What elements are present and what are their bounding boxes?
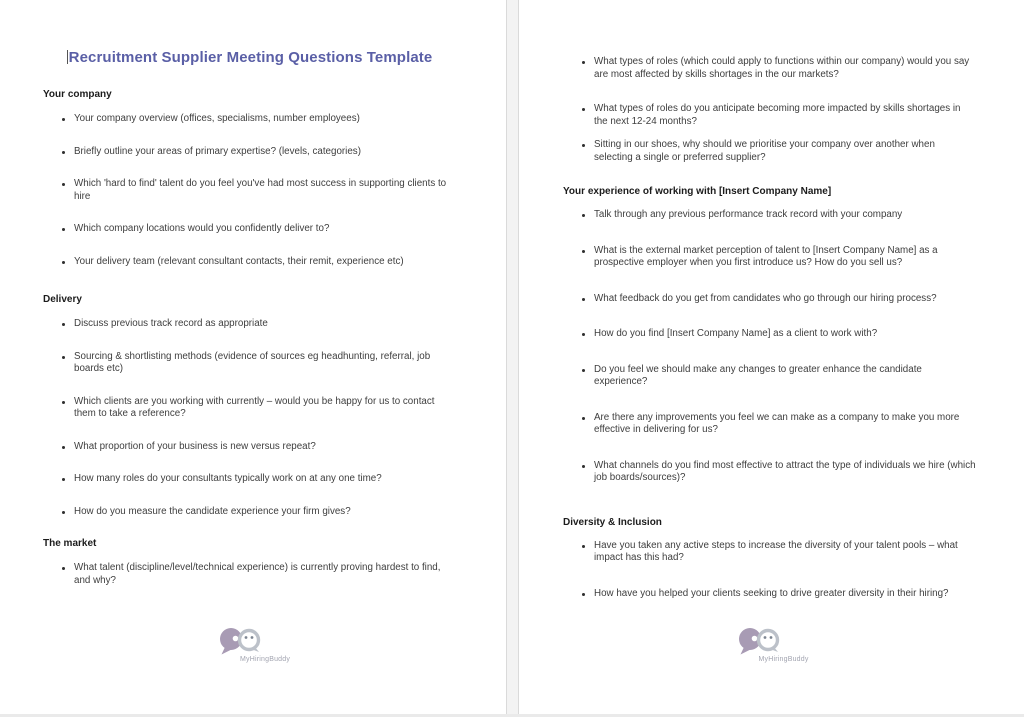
page-2-content xyxy=(519,0,1024,714)
bullet-item[interactable]: Do you feel we should make any changes to greater enhance the candidate experience? xyxy=(580,364,976,389)
bullet-item[interactable]: Discuss previous track record as appropriate xyxy=(60,318,456,331)
bullet-list xyxy=(563,540,976,601)
page-1-content xyxy=(0,0,506,714)
bullet-item[interactable]: Briefly outline your areas of primary expertise? (levels, categories) xyxy=(60,146,456,159)
section-heading[interactable]: The market xyxy=(43,538,97,549)
brand-logo[interactable] xyxy=(218,626,291,670)
bullet-item[interactable]: Which clients are you working with currently – would you be happy for us to contact them to take a reference? xyxy=(60,396,456,421)
bullet-item[interactable]: Sitting in our shoes, why should we prioritise your company over another when selecting a single or preferred supplier? xyxy=(580,139,976,164)
bullet-item[interactable]: How many roles do your consultants typically work on at any one time? xyxy=(60,473,456,486)
bullet-list xyxy=(43,318,456,518)
bullet-item[interactable]: How do you measure the candidate experience your firm gives? xyxy=(60,506,456,519)
bullet-list xyxy=(43,562,456,587)
section-your-company xyxy=(43,89,456,268)
bullet-list xyxy=(563,56,976,164)
speech-bubbles-icon xyxy=(737,626,785,656)
bullet-list xyxy=(43,113,456,268)
bullet-item[interactable]: Sourcing & shortlisting methods (evidence of sources eg headhunting, referral, job boards etc) xyxy=(60,351,456,376)
bullet-item[interactable]: What proportion of your business is new versus repeat? xyxy=(60,441,456,454)
section-delivery xyxy=(43,294,456,518)
section-diversity-inclusion xyxy=(563,517,976,601)
brand-logo[interactable] xyxy=(737,626,807,670)
brand-wordmark: MyHiringBuddy xyxy=(758,656,809,663)
bullet-item[interactable]: Talk through any previous performance track record with your company xyxy=(580,209,976,222)
section-the-market xyxy=(43,538,456,587)
section-heading[interactable]: Delivery xyxy=(43,294,82,305)
document-title-text: Recruitment Supplier Meeting Questions Template xyxy=(68,49,433,66)
bullet-item[interactable]: Which company locations would you confidently deliver to? xyxy=(60,223,456,236)
speech-bubbles-icon xyxy=(218,626,266,656)
bullet-item[interactable]: What types of roles do you anticipate becoming more impacted by skills shortages in the next 12-24 months? xyxy=(580,103,976,128)
bullet-item[interactable]: What is the external market perception of talent to [Insert Company Name] as a prospective employer when you first introduce us? How do you sell us? xyxy=(580,245,976,270)
bullet-item[interactable]: Your delivery team (relevant consultant contacts, their remit, experience etc) xyxy=(60,256,456,269)
section-heading[interactable]: Your company xyxy=(43,89,112,100)
bullet-item[interactable]: Have you taken any active steps to increase the diversity of your talent pools – what impact has this had? xyxy=(580,540,976,565)
bullet-item[interactable]: How have you helped your clients seeking to drive greater diversity in their hiring? xyxy=(580,588,976,601)
bullet-item[interactable]: Which 'hard to find' talent do you feel you've had most success in supporting clients to hire xyxy=(60,178,456,203)
bullet-item[interactable]: What types of roles (which could apply to functions within our company) would you say are most affected by skills shortages in the our markets? xyxy=(580,56,976,81)
bullet-item[interactable]: Your company overview (offices, specialisms, number employees) xyxy=(60,113,456,126)
page-2[interactable] xyxy=(519,0,1024,714)
section-heading[interactable]: Diversity & Inclusion xyxy=(563,516,662,528)
brand-wordmark: MyHiringBuddy xyxy=(240,656,291,663)
page-gutter xyxy=(506,0,519,717)
text-cursor xyxy=(67,50,68,64)
bullet-list xyxy=(563,209,976,485)
bullet-item[interactable]: How do you find [Insert Company Name] as a client to work with? xyxy=(580,328,976,341)
bullet-item[interactable]: What channels do you find most effective to attract the type of individuals we hire (which job boards/sources)? xyxy=(580,460,976,485)
bullet-item[interactable]: What talent (discipline/level/technical experience) is currently proving hardest to find, and why? xyxy=(60,562,456,587)
section-your-experience xyxy=(563,186,976,485)
document-title[interactable] xyxy=(43,49,456,66)
bullet-item[interactable]: What feedback do you get from candidates who go through our hiring process? xyxy=(580,293,976,306)
page-1[interactable] xyxy=(0,0,506,714)
bullet-item[interactable]: Are there any improvements you feel we can make as a company to make you more effective in delivering for us? xyxy=(580,412,976,437)
section-heading[interactable]: Your experience of working with [Insert Company Name] xyxy=(563,186,832,197)
